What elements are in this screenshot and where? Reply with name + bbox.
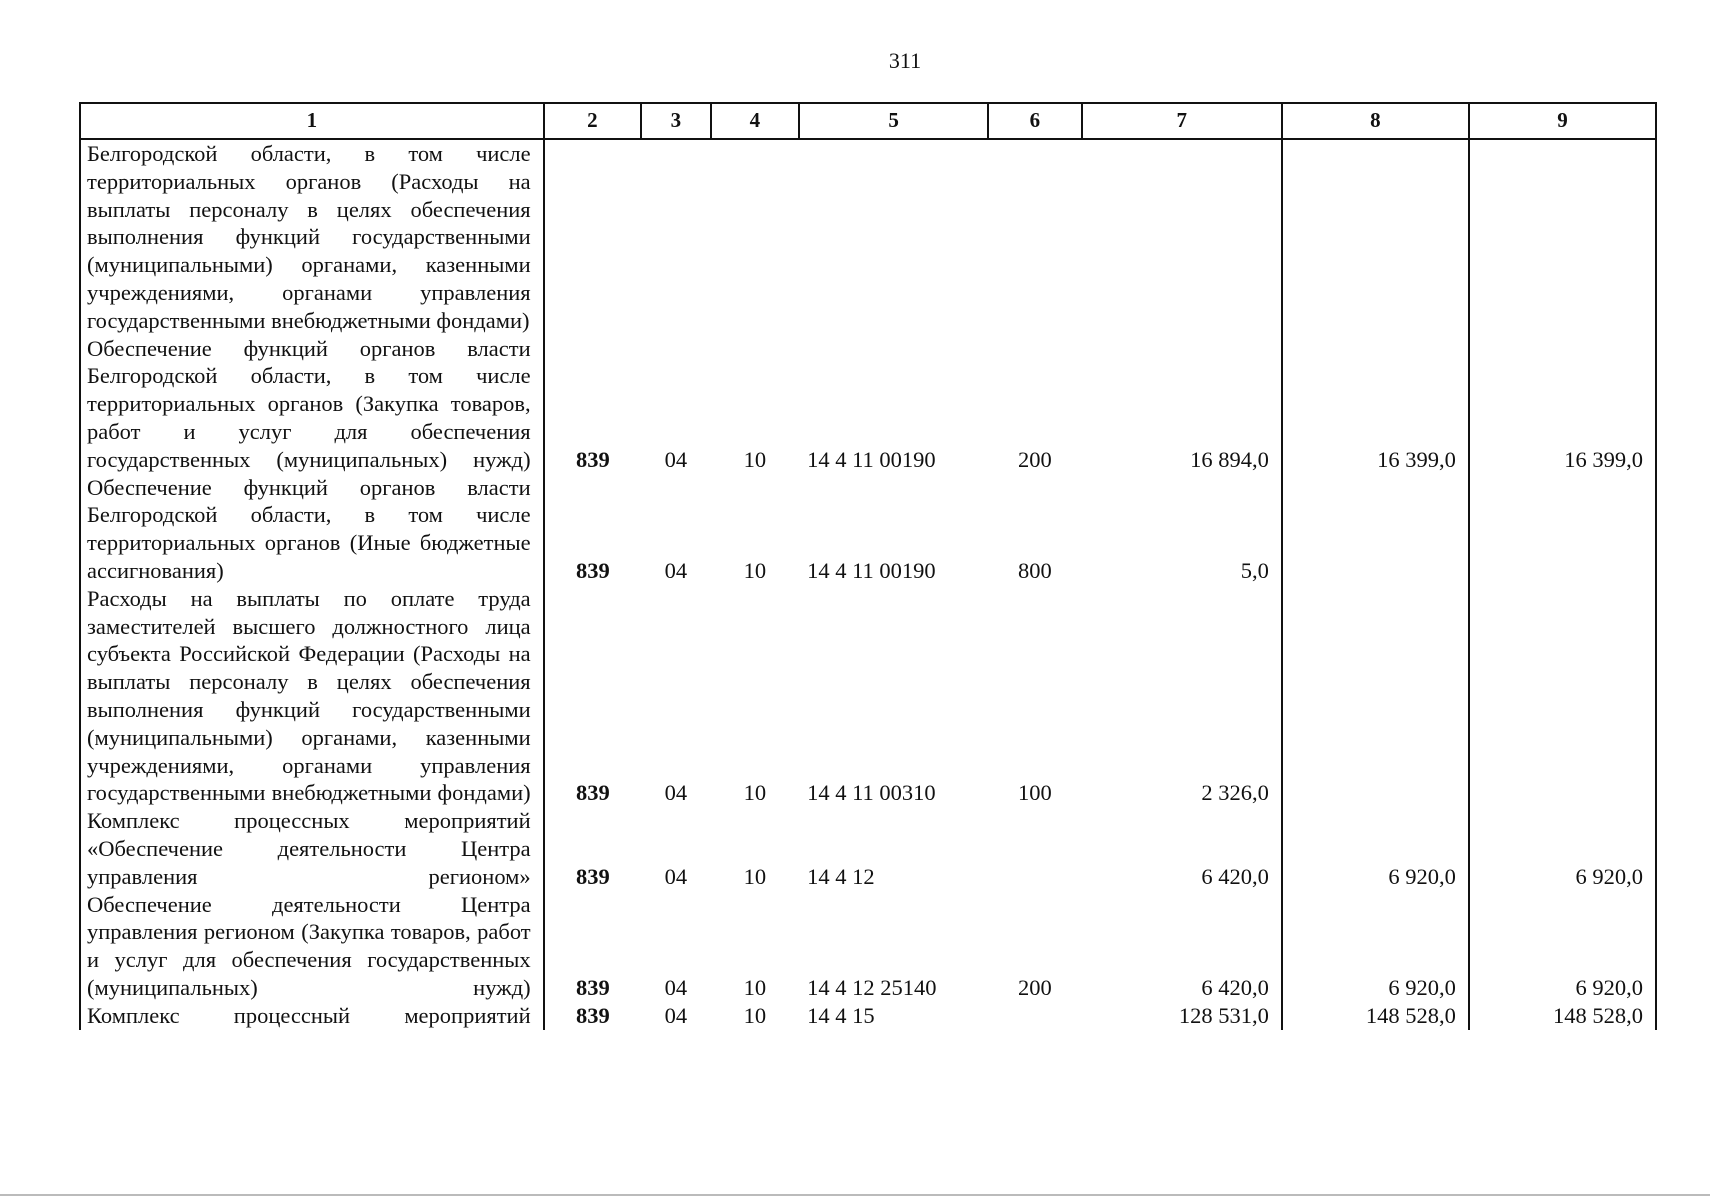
cell-subsection xyxy=(711,139,800,335)
row-description: Обеспечение функций органов власти Белгородской области, в том числе территориальных органов (Иные бюджетные ассигнования) xyxy=(80,474,544,585)
cell-section xyxy=(641,139,710,335)
cell-amount-year1: 16 894,0 xyxy=(1082,335,1282,474)
cell-amount-year2: 6 920,0 xyxy=(1282,891,1469,1002)
cell-expense-type xyxy=(988,139,1082,335)
cell-target-article: 14 4 12 xyxy=(807,863,875,889)
table-row xyxy=(80,139,1656,335)
column-header: 9 xyxy=(1469,103,1656,139)
row-description: Белгородской области, в том числе территориальных органов (Расходы на выплаты персоналу в целях обеспечения выполнения функций государственными (муниципальными) органами, казенными учреждениями, органами управления государственными внебюджетными фондами) xyxy=(80,139,544,335)
cell-expense-type: 100 xyxy=(1018,780,1052,806)
cell-amount-year2: 16 399,0 xyxy=(1282,335,1469,474)
cell-subsection: 10 xyxy=(743,780,767,806)
cell-amount-year3: 6 920,0 xyxy=(1469,891,1656,1002)
cell-subsection: 10 xyxy=(743,863,767,889)
cell-ministry-code: 839 xyxy=(544,335,642,474)
cell-amount-year1 xyxy=(1082,139,1282,335)
cell-ministry-code: 839 xyxy=(544,891,642,1002)
table-row xyxy=(80,335,1656,474)
cell-section: 04 xyxy=(664,974,688,1000)
cell-amount-year3: 148 528,0 xyxy=(1469,1002,1656,1030)
cell-expense-type xyxy=(988,807,1082,890)
table-row xyxy=(80,807,1656,890)
cell-amount-year1: 6 420,0 xyxy=(1082,891,1282,1002)
cell-amount-year3 xyxy=(1469,474,1656,585)
column-header: 5 xyxy=(799,103,988,139)
table-body xyxy=(80,139,1656,1030)
cell-ministry-code: 839 xyxy=(544,807,642,890)
cell-subsection: 10 xyxy=(743,974,767,1000)
table-row xyxy=(80,1002,1656,1030)
cell-target-article: 14 4 11 00190 xyxy=(807,446,936,472)
table-row xyxy=(80,585,1656,807)
cell-amount-year3 xyxy=(1469,585,1656,807)
table-row xyxy=(80,891,1656,1002)
row-description: Комплекс процессных мероприятий «Обеспечение деятельности Центра управления регионом» xyxy=(80,807,544,890)
cell-amount-year2 xyxy=(1282,585,1469,807)
table-row xyxy=(80,474,1656,585)
row-description: Обеспечение функций органов власти Белгородской области, в том числе территориальных органов (Закупка товаров, работ и услуг для обеспечения государственных (муниципальных) нужд) xyxy=(80,335,544,474)
cell-section: 04 xyxy=(664,557,688,583)
scan-edge-line xyxy=(0,1194,1710,1196)
cell-ministry-code: 839 xyxy=(544,1002,642,1030)
cell-section: 04 xyxy=(664,780,688,806)
column-header: 7 xyxy=(1082,103,1282,139)
budget-table xyxy=(79,102,1657,1030)
cell-ministry-code: 839 xyxy=(544,474,642,585)
column-header: 6 xyxy=(988,103,1082,139)
table-header xyxy=(80,103,1656,139)
cell-target-article: 14 4 12 25140 xyxy=(807,974,937,1000)
page-number: 311 xyxy=(888,48,922,73)
row-description: Комплекс процессный мероприятий xyxy=(80,1002,544,1030)
cell-amount-year3: 16 399,0 xyxy=(1469,335,1656,474)
cell-amount-year3 xyxy=(1469,139,1656,335)
cell-amount-year2 xyxy=(1282,139,1469,335)
cell-expense-type: 200 xyxy=(1018,974,1052,1000)
cell-section: 04 xyxy=(664,863,688,889)
cell-expense-type: 800 xyxy=(1018,557,1052,583)
row-description: Обеспечение деятельности Центра управления регионом (Закупка товаров, работ и услуг для обеспечения государственных (муниципальных) нужд) xyxy=(80,891,544,1002)
cell-amount-year2 xyxy=(1282,474,1469,585)
cell-target-article xyxy=(799,139,988,335)
cell-amount-year1: 5,0 xyxy=(1082,474,1282,585)
column-header: 4 xyxy=(711,103,800,139)
cell-subsection: 10 xyxy=(743,557,767,583)
cell-amount-year1: 128 531,0 xyxy=(1082,1002,1282,1030)
row-description: Расходы на выплаты по оплате труда заместителей высшего должностного лица субъекта Российской Федерации (Расходы на выплаты персоналу в целях обеспечения выполнения функций государственными (муниципальными) органами, казенными учреждениями, органами управления государственными внебюджетными фондами) xyxy=(80,585,544,807)
cell-target-article: 14 4 11 00310 xyxy=(807,780,936,806)
cell-expense-type xyxy=(988,1002,1082,1030)
cell-amount-year1: 2 326,0 xyxy=(1082,585,1282,807)
cell-subsection: 10 xyxy=(743,1002,767,1028)
cell-target-article: 14 4 15 xyxy=(807,1002,875,1028)
column-header: 2 xyxy=(544,103,642,139)
cell-section: 04 xyxy=(664,1002,688,1028)
cell-target-article: 14 4 11 00190 xyxy=(807,557,936,583)
cell-subsection: 10 xyxy=(743,446,767,472)
column-header: 3 xyxy=(641,103,710,139)
cell-amount-year1: 6 420,0 xyxy=(1082,807,1282,890)
cell-ministry-code: 839 xyxy=(544,585,642,807)
cell-amount-year3: 6 920,0 xyxy=(1469,807,1656,890)
column-header: 8 xyxy=(1282,103,1469,139)
column-header: 1 xyxy=(80,103,544,139)
cell-section: 04 xyxy=(664,446,688,472)
cell-amount-year2: 148 528,0 xyxy=(1282,1002,1469,1030)
cell-ministry-code xyxy=(544,139,642,335)
cell-expense-type: 200 xyxy=(1018,446,1052,472)
cell-amount-year2: 6 920,0 xyxy=(1282,807,1469,890)
